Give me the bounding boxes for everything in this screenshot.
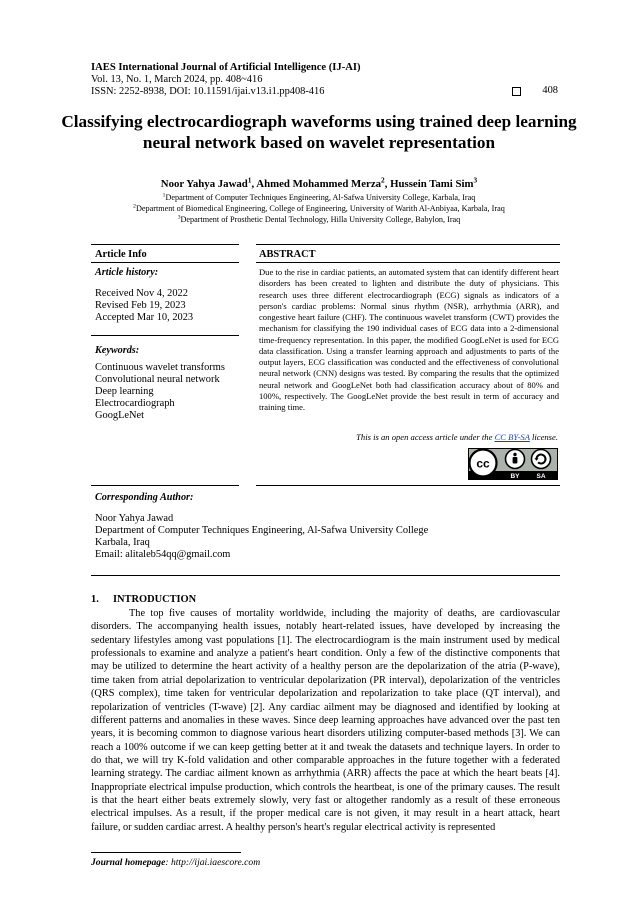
affiliation [40, 204, 598, 213]
square-icon [512, 87, 521, 96]
history-heading: Article history: [95, 267, 159, 278]
author-name: Ahmed Mohammed Merza [256, 178, 382, 190]
divider [91, 244, 239, 245]
keyword-item: Deep learning [95, 386, 154, 397]
corresponding-name: Noor Yahya Jawad [95, 513, 174, 524]
author-separator: , [251, 178, 257, 190]
divider [91, 335, 239, 336]
author-name: Noor Yahya Jawad [160, 178, 248, 190]
author-sup: 2 [381, 175, 385, 185]
page-number: 408 [542, 85, 558, 96]
license-link[interactable]: CC BY-SA [494, 432, 530, 442]
keyword-item: GoogLeNet [95, 410, 145, 421]
page-number-group [512, 85, 558, 96]
abstract-heading: ABSTRACT [259, 249, 316, 260]
badge-sa-label: SA [536, 473, 546, 480]
section-heading [91, 594, 196, 605]
journal-homepage [91, 857, 260, 868]
affiliation [40, 193, 598, 202]
divider [91, 262, 239, 263]
open-access-suffix: license. [529, 432, 558, 442]
svg-text:cc: cc [476, 456, 490, 471]
article-info-heading: Article Info [95, 249, 147, 260]
abstract-text: Due to the rise in cardiac patients, an automated system that can identify different heart disorders has been created to lighten and distribute the duty of physicians. This research uses three different electrocardiograph (ECG) signals as indicators of a person's cardiac problems: Normal sinus rhythm (NSR), arrhythmia (ARR), and congestive heart failure (CHF). The continuous wavelet transform (CWT) provides the mechanism for classifying the 190 individual cases of ECG data into a 2-dimensional time-frequency representation. In this paper, the modified GoogLeNet is used for ECG data classification. Using a transfer learning approach and adjustments to parts of the output layers, ECG classification was conducted and the effectiveness of convolutional neural network (CNN) designs was tested. By comparing the results that the optimized neural network and GoogLeNet both had classification accuracy about of 80% and 100%, respectively. The GoogLeNet provide the best result in term of accuracy and training time. [259, 267, 559, 412]
homepage-label: Journal homepage [91, 857, 166, 868]
divider [256, 244, 560, 245]
divider [256, 485, 560, 486]
author-name: Hussein Tami Sim [390, 178, 474, 190]
affiliation [40, 215, 598, 224]
affiliation-sup: 1 [162, 192, 166, 199]
open-access-prefix: This is an open access article under the [356, 432, 495, 442]
homepage-url: : http://ijai.iaescore.com [165, 857, 261, 868]
author-list [60, 175, 578, 190]
corresponding-dept: Department of Computer Techniques Engineering, Al-Safwa University College [95, 525, 429, 536]
paper-title: Classifying electrocardiograph waveforms using trained deep learning neural network based on wavelet representation [61, 112, 577, 152]
author-sup: 1 [247, 175, 252, 185]
affiliation-text: Department of Computer Techniques Engineering, Al-Safwa University College, Karbala, Iraq [165, 193, 476, 202]
author-separator: , [384, 178, 391, 190]
section-number: 1. [91, 594, 99, 605]
divider [91, 485, 239, 486]
divider [256, 262, 560, 263]
affiliation-text: Department of Prosthetic Dental Technology, Hilla University College, Babylon, Iraq [180, 215, 461, 224]
author-sup: 3 [473, 175, 478, 185]
keywords-heading: Keywords: [95, 345, 140, 356]
introduction-text: The top five causes of mortality worldwide, including the majority of deaths, are cardiovascular disorders. The accompanying health issues, notably heart-related issues, have developed by increasing the sedentary lifestyles among vast populations [1]. The electrocardiogram is the main instrument used by medical professionals to examine and analyze a patient's heart condition. Only a few of the distinctive components that may be utilized to determine the heart activity of a healthy person are the depolarization of the atria (P-wave), time taken from atrial depolarization to ventricular depolarization (PR interval), depolarization of the ventricles (QRS complex), time taken for ventricular depolarization and repolarization to take place (QT interval), and repolarization of ventricles (T-wave) [2]. Any cardiac ailment may be diagnosed and identified by looking at different patterns and anomalies in these waves. Since deep learning approaches have advanced over the past ten years, it is becoming common to diagnose various heart disorders utilizing computer-based methods [3]. We can reach a 100% outcome if we can keep getting better at it and tweak the datasets and technique layers. In order to do that, we will try K-fold validation and other comparable approaches in the future together with a federated learning strategy. The cardiac ailment known as arrhythmia (ARR) affects the pace at which the heart beats [4]. Inappropriate electrical impulse production, which controls the heartbeat, is one of the primary causes. The result is that the heart either beats extremely slowly, very fast or altogether randomly as a result of these erroneous electrical impulses. As a result, if the proper medical care is not given, it may result in a heart attack, heart failure, or sudden cardiac arrest. A healthy person's heart's regular electrical activity is represented [91, 608, 560, 833]
badge-by-label: BY [510, 473, 520, 480]
corresponding-email: Email: alitaleb54qq@gmail.com [95, 549, 231, 560]
journal-name: IAES International Journal of Artificial Intelligence (IJ-AI) [91, 62, 361, 73]
keyword-item: Continuous wavelet transforms [95, 362, 225, 373]
cc-by-sa-badge-icon [468, 448, 558, 480]
divider [91, 575, 560, 576]
footer-divider [91, 852, 241, 853]
received-date: Received Nov 4, 2022 [95, 288, 188, 299]
affiliation-sup: 3 [177, 214, 181, 221]
corresponding-location: Karbala, Iraq [95, 537, 150, 548]
accepted-date: Accepted Mar 10, 2023 [95, 312, 194, 323]
volume-info: Vol. 13, No. 1, March 2024, pp. 408~416 [91, 74, 263, 85]
keyword-item: Convolutional neural network [95, 374, 220, 385]
corresponding-heading: Corresponding Author: [95, 492, 194, 503]
section-title: INTRODUCTION [113, 594, 197, 605]
issn-doi: ISSN: 2252-8938, DOI: 10.11591/ijai.v13.i1.pp408-416 [91, 86, 325, 97]
revised-date: Revised Feb 19, 2023 [95, 300, 186, 311]
affiliation-text: Department of Biomedical Engineering, College of Engineering, University of Warith Al-Anbiyaa, Karbala, Iraq [135, 204, 505, 213]
keyword-item: Electrocardiograph [95, 398, 175, 409]
affiliation-sup: 2 [133, 203, 136, 210]
open-access-note [356, 432, 558, 442]
